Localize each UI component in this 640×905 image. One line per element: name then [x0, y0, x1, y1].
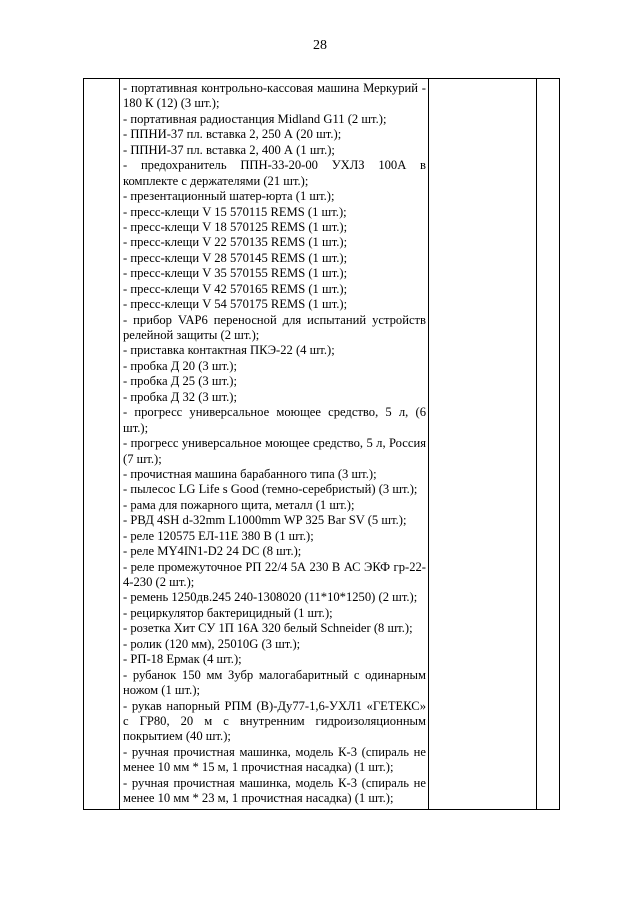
list-item: - рубанок 150 мм Зубр малогабаритный с одинарным ножом (1 шт.); — [123, 667, 426, 698]
empty-cell — [537, 79, 560, 810]
list-item: - приставка контактная ПКЭ-22 (4 шт.); — [123, 343, 335, 358]
list-item: - прогресс универсальное моющее средство, 5 л, Россия (7 шт.); — [123, 436, 426, 466]
table-row — [84, 79, 560, 810]
list-item: - пресс-клещи V 18 570125 REMS (1 шт.); — [123, 219, 348, 234]
list-item: - ручная прочистная машинка, модель К-3 (спираль не менее 10 мм * 15 м, 1 прочистная насадка) (1 шт.); — [123, 744, 426, 775]
list-item: - прогресс универсальное моющее средство, 5 л, (6 шт.); — [123, 405, 426, 435]
list-item: - прочистная машина барабанного типа (3 шт.); — [123, 466, 377, 481]
list-item: - ППНИ-37 пл. вставка 2, 250 А (20 шт.); — [123, 127, 342, 142]
list-item: - пресс-клещи V 35 570155 REMS (1 шт.); — [123, 266, 348, 281]
list-item: - пресс-клещи V 15 570115 REMS (1 шт.); — [123, 204, 347, 219]
list-item: - пресс-клещи V 54 570175 REMS (1 шт.); — [123, 297, 348, 312]
list-item: - пробка Д 32 (3 шт.); — [123, 389, 237, 404]
list-item: - ППНИ-37 пл. вставка 2, 400 А (1 шт.); — [123, 142, 335, 157]
list-item: - прибор VAP6 переносной для испытаний устройств релейной защиты (2 шт.); — [123, 312, 426, 342]
list-item: - РП-18 Ермак (4 шт.); — [123, 652, 242, 667]
document-table — [83, 78, 560, 810]
description-cell — [120, 79, 429, 810]
row-number-cell — [84, 79, 120, 810]
list-item: - ремень 1250дв.245 240-1308020 (11*10*1250) (2 шт.); — [123, 590, 418, 605]
list-item: - пылесос LG Life s Good (темно-серебристый) (3 шт.); — [123, 482, 418, 497]
list-item: - ролик (120 мм), 25010G (3 шт.); — [123, 636, 301, 651]
list-item: - ручная прочистная машинка, модель К-3 (спираль не менее 10 мм * 23 м, 1 прочистная насадка) (1 шт.); — [123, 775, 426, 806]
list-item: - пресс-клещи V 22 570135 REMS (1 шт.); — [123, 235, 348, 250]
list-item: - пробка Д 25 (3 шт.); — [123, 374, 237, 389]
list-item: - реле MY4IN1-D2 24 DC (8 шт.); — [123, 544, 302, 559]
list-item: - пресс-клещи V 42 570165 REMS (1 шт.); — [123, 281, 348, 296]
list-item: - предохранитель ППН-33-20-00 УХЛЗ 100А в комплекте с держателями (21 шт.); — [123, 158, 426, 188]
empty-cell — [429, 79, 537, 810]
page-number: 28 — [313, 38, 327, 53]
list-item: - рама для пожарного щита, металл (1 шт.); — [123, 497, 355, 512]
list-item: - портативная контрольно-кассовая машина Меркурий - 180 К (12) (3 шт.); — [123, 81, 426, 111]
list-item: - рукав напорный РПМ (В)-Ду77-1,6-УХЛ1 «ГЕТЕКС» с ГР80, 20 м с внутренним гидроизоляционным покрытием (40 шт.); — [123, 698, 426, 744]
list-item: - презентационный шатер-юрта (1 шт.); — [123, 189, 335, 204]
list-item: - розетка Хит СУ 1П 16А 320 белый Schneider (8 шт.); — [123, 621, 413, 636]
list-item: - РВД 4SH d-32mm L1000mm WP 325 Bar SV (5 шт.); — [123, 513, 407, 528]
list-item: - реле промежуточное РП 22/4 5А 230 В АС ЭКФ гр-22-4-230 (2 шт.); — [123, 559, 426, 589]
item-list — [120, 79, 428, 809]
list-item: - реле 120575 ЕЛ-11Е 380 В (1 шт.); — [123, 528, 314, 543]
list-item: - портативная радиостанция Midland G11 (2 шт.); — [123, 111, 387, 126]
list-item: - пресс-клещи V 28 570145 REMS (1 шт.); — [123, 250, 348, 265]
list-item: - пробка Д 20 (3 шт.); — [123, 358, 237, 373]
list-item: - рециркулятор бактерицидный (1 шт.); — [123, 605, 333, 620]
